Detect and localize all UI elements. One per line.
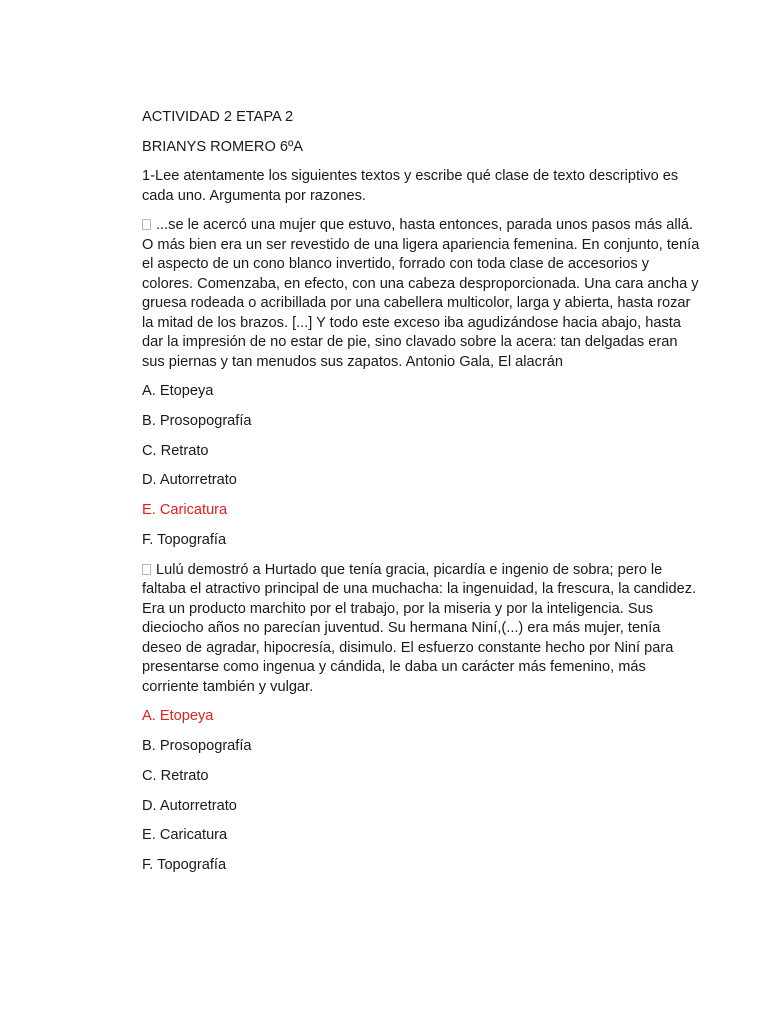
question-1-option-a: A. Etopeya <box>142 383 214 399</box>
question-2-option-c: C. Retrato <box>142 767 209 784</box>
missing-glyph-icon <box>142 219 151 230</box>
question-2 <box>142 561 702 876</box>
question-1-option-d: D. Autorretrato <box>142 472 237 489</box>
student-name: BRIANYS ROMERO 6ºA <box>142 138 304 155</box>
question-2-option-f: F. Topografía <box>142 857 227 874</box>
question-2-option-d: D. Autorretrato <box>142 797 237 814</box>
missing-glyph-icon <box>142 564 151 575</box>
question-2-option-e: E. Caricatura <box>142 827 228 844</box>
document-page <box>142 108 702 886</box>
question-1 <box>142 216 702 550</box>
activity-title: ACTIVIDAD 2 ETAPA 2 <box>142 109 294 125</box>
question-1-option-f: F. Topografía <box>142 531 227 548</box>
question-1-text: ...se le acercó una mujer que estuvo, hasta entonces, parada unos pasos más allá. O más bien era un ser revestido de una ligera apariencia femenina. En conjunto, tenía el aspecto de un cono blanco invertido, forrado con toda clase de accesorios y colores. Comenzaba, en efecto, con una cabeza desproporcionada. Una cara ancha y gruesa rodeada o acribillada por una cabellera multicolor, larga y abierta, hasta rozar la mitad de los brazos. [...] Y todo este exceso iba agudizándose hacia abajo, hasta dar la impresión de no estar de pie, sino clavado sobre la acera: tan delgadas eran sus piernas y tan menudos sus zapatos. Antonio Gala, El alacrán <box>142 217 700 370</box>
question-1-option-c: C. Retrato <box>142 442 209 459</box>
question-2-text: Lulú demostró a Hurtado que tenía gracia, picardía e ingenio de sobra; pero le faltaba el atractivo principal de una muchacha: la ingenuidad, la frescura, la candidez. Era un producto marchito por el trabajo, por la miseria y por la inteligencia. Sus dieciocho años no parecían juventud. Su hermana Niní,(...) era más mujer, tenía deseo de agradar, hipocresía, disimulo. El esfuerzo constante hecho por Niní para presentarse como ingenua y cándida, le daba un carácter más femenino, más corriente también y vulgar. <box>142 561 697 695</box>
instruction-text: 1-Lee atentamente los siguientes textos y escribe qué clase de texto descriptivo es cada uno. Argumenta por razones. <box>142 168 679 204</box>
question-1-option-b: B. Prosopografía <box>142 412 252 429</box>
question-1-passage <box>142 216 702 372</box>
question-1-option-e: E. Caricatura <box>142 502 228 519</box>
question-2-option-a: A. Etopeya <box>142 708 214 725</box>
question-2-option-b: B. Prosopografía <box>142 738 252 755</box>
question-2-passage <box>142 561 702 698</box>
